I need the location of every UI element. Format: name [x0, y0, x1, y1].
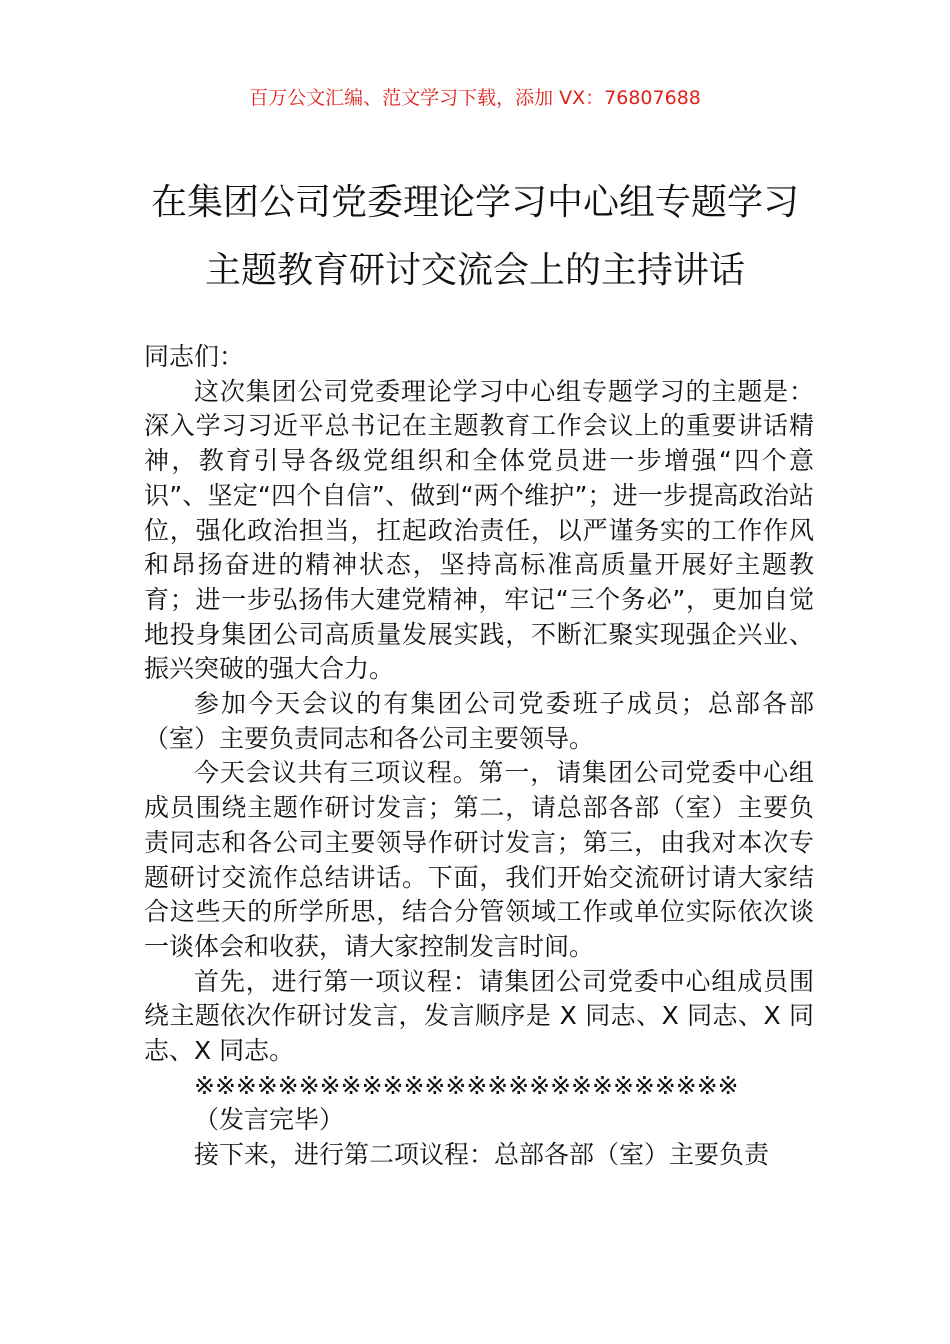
paragraph-theme: 这次集团公司党委理论学习中心组专题学习的主题是：深入学习习近平总书记在主题教育工作会议上的重要讲话精神，教育引导各级党组织和全体党员进一步增强“四个意识”、坚定“四个自信”、做到“两个维护”；进一步提高政治站位，强化政治担当，扛起政治责任，以严谨务实的工作作风和昂扬奋进的精神状态，坚持高标准高质量开展好主题教育；进一步弘扬伟大建党精神，牢记“三个务必”，更加自觉地投身集团公司高质量发展实践，不断汇聚实现强企兴业、振兴突破的强大合力。 [144, 376, 814, 684]
paragraph-agenda: 今天会议共有三项议程。第一，请集团公司党委中心组成员围绕主题作研讨发言；第二，请总部各部（室）主要负责同志和各公司主要领导作研讨发言；第三，由我对本次专题研讨交流作总结讲话。下面，我们开始交流研讨请大家结合这些天的所学所思，结合分管领域工作或单位实际依次谈一谈体会和收获，请大家控制发言时间。 [144, 758, 814, 961]
paragraph-attendees: 参加今天会议的有集团公司党委班子成员；总部各部（室）主要负责同志和各公司主要领导。 [144, 689, 814, 753]
document-title-line-1: 在集团公司党委理论学习中心组专题学习 [150, 182, 799, 223]
speech-end-note: （发言完毕） [194, 1105, 345, 1135]
document-body [144, 340, 814, 1173]
paragraph-first-item: 首先，进行第一项议程：请集团公司党委中心组成员围绕主题依次作研讨发言，发言顺序是 X 同志、X 同志、X 同志、X 同志。 [144, 966, 814, 1066]
paragraph-second-item: 接下来，进行第二项议程：总部各部（室）主要负责 [194, 1140, 770, 1170]
separator-symbols: ※※※※※※※※※※※※※※※※※※※※※※※※※※ [194, 1070, 739, 1100]
header-download-note: 百万公文汇编、范文学习下载，添加 VX：76807688 [249, 87, 701, 109]
salutation: 同志们： [144, 342, 245, 371]
document-title-line-2: 主题教育研讨交流会上的主持讲话 [204, 250, 745, 291]
